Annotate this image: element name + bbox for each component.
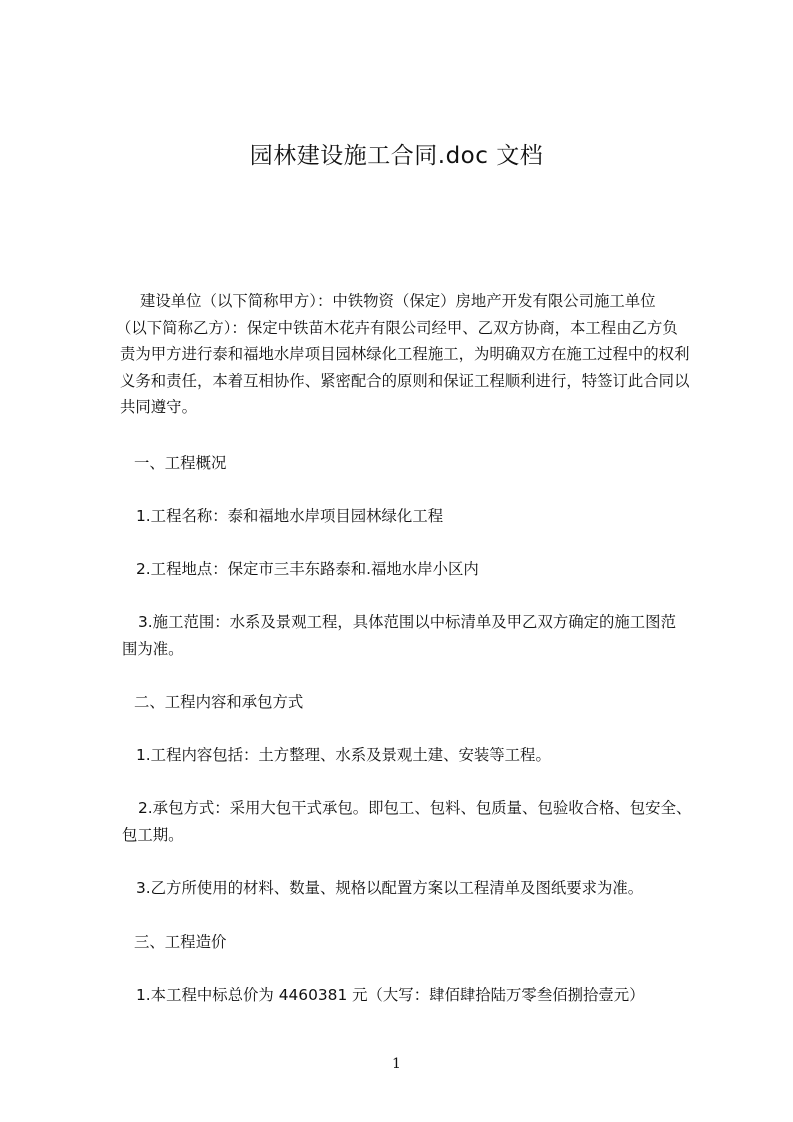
- overview-item-location: 2.工程地点：保定市三丰东路泰和.福地水岸小区内: [136, 560, 479, 578]
- overview-item-scope: [122, 609, 718, 662]
- section-heading-overview: 一、工程概况: [134, 454, 227, 472]
- overview-item-scope-line1: 3.施工范围：水系及景观工程，具体范围以中标清单及甲乙双方确定的施工图范: [138, 613, 676, 631]
- intro-paragraph: [116, 288, 712, 421]
- intro-line: 责为甲方进行泰和福地水岸项目园林绿化工程施工，为明确双方在施工过程中的权利: [120, 345, 690, 363]
- content-item-contract-mode: [122, 795, 718, 848]
- section-heading-price: 三、工程造价: [134, 933, 227, 951]
- content-item-contract-mode-line1: 2.承包方式：采用大包干式承包。即包工、包料、包质量、包验收合格、包安全、: [138, 799, 692, 817]
- intro-line: 共同遵守。: [120, 398, 197, 416]
- overview-item-scope-line2: 围为准。: [122, 639, 184, 658]
- page-number: 1: [392, 1056, 401, 1072]
- content-item-materials: 3.乙方所使用的材料、数量、规格以配置方案以工程清单及图纸要求为准。: [136, 879, 644, 897]
- intro-line: （以下简称乙方）：保定中铁苗木花卉有限公司经甲、乙双方协商，本工程由乙方负: [116, 318, 678, 337]
- content-item-scope: 1.工程内容包括：土方整理、水系及景观土建、安装等工程。: [136, 746, 551, 764]
- intro-line: 建设单位（以下简称甲方）：中铁物资（保定）房地产开发有限公司施工单位: [140, 292, 656, 310]
- overview-item-name: 1.工程名称：泰和福地水岸项目园林绿化工程: [136, 507, 444, 525]
- section-heading-content: 二、工程内容和承包方式: [134, 693, 304, 711]
- intro-line: 义务和责任，本着互相协作、紧密配合的原则和保证工程顺利进行，特签订此合同以: [120, 371, 690, 390]
- content-item-contract-mode-line2: 包工期。: [122, 825, 184, 844]
- document-title: 园林建设施工合同.doc 文档: [249, 143, 544, 169]
- price-item-total: 1.本工程中标总价为 4460381 元（大写：肆佰肆拾陆万零叁佰捌拾壹元）: [136, 986, 645, 1004]
